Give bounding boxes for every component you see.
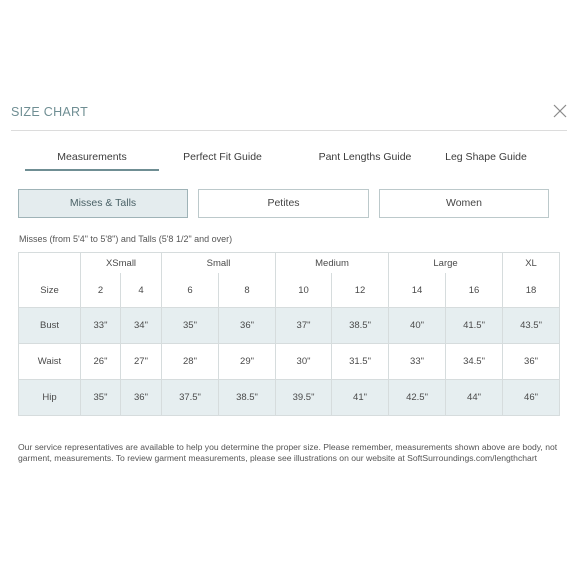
table-cell: 35" bbox=[81, 380, 121, 416]
tab-pant-lengths-guide[interactable]: Pant Lengths Guide bbox=[318, 151, 412, 163]
group-header: Medium bbox=[276, 253, 389, 274]
table-cell: 36" bbox=[219, 308, 276, 344]
table-cell: 34" bbox=[121, 308, 162, 344]
close-button[interactable] bbox=[552, 103, 568, 119]
table-cell: 26" bbox=[81, 344, 121, 380]
table-cell: 41" bbox=[332, 380, 389, 416]
segment-misses-talls-button[interactable]: Misses & Talls bbox=[18, 189, 188, 218]
segment-women-button[interactable]: Women bbox=[379, 189, 549, 218]
size-number: 10 bbox=[276, 273, 332, 308]
group-header: Large bbox=[389, 253, 503, 274]
group-header: XSmall bbox=[81, 253, 162, 274]
table-cell: 37" bbox=[276, 308, 332, 344]
size-number: 16 bbox=[446, 273, 503, 308]
table-cell: 44" bbox=[446, 380, 503, 416]
table-cell: 41.5" bbox=[446, 308, 503, 344]
table-cell: 29" bbox=[219, 344, 276, 380]
table-cell: 33" bbox=[81, 308, 121, 344]
table-cell: 35" bbox=[162, 308, 219, 344]
table-cell: 28" bbox=[162, 344, 219, 380]
group-header: XL bbox=[503, 253, 560, 274]
footnote-text: Our service representatives are available to help you determine the proper size. Please remember, measurements shown above are body, not garment, measurements. To review garment measurements, please see illustrations on our website at SoftSurroundings.com/lengthchart bbox=[18, 442, 558, 464]
size-number: 18 bbox=[503, 273, 560, 308]
size-table bbox=[18, 252, 560, 416]
table-cell: 34.5" bbox=[446, 344, 503, 380]
table-cell: 33" bbox=[389, 344, 446, 380]
row-label: Hip bbox=[19, 380, 81, 416]
table-row-hip bbox=[19, 380, 560, 416]
row-label: Waist bbox=[19, 344, 81, 380]
row-label: Bust bbox=[19, 308, 81, 344]
size-number: 14 bbox=[389, 273, 446, 308]
table-cell: 46" bbox=[503, 380, 560, 416]
close-x-icon bbox=[552, 103, 568, 119]
table-cell: 36" bbox=[121, 380, 162, 416]
table-row-waist bbox=[19, 344, 560, 380]
range-caption: Misses (from 5'4" to 5'8") and Talls (5'8 1/2" and over) bbox=[19, 234, 233, 244]
size-number: 8 bbox=[219, 273, 276, 308]
title-divider bbox=[11, 130, 567, 131]
table-cell: 38.5" bbox=[219, 380, 276, 416]
table-cell: 27" bbox=[121, 344, 162, 380]
modal-title: SIZE CHART bbox=[11, 105, 89, 119]
group-header: Small bbox=[162, 253, 276, 274]
size-header: Size bbox=[19, 273, 81, 308]
table-cell: 38.5" bbox=[332, 308, 389, 344]
table-cell: 42.5" bbox=[389, 380, 446, 416]
size-number: 2 bbox=[81, 273, 121, 308]
empty-header-cell bbox=[19, 253, 81, 274]
size-number: 6 bbox=[162, 273, 219, 308]
tab-leg-shape-guide[interactable]: Leg Shape Guide bbox=[445, 151, 527, 163]
table-row-bust bbox=[19, 308, 560, 344]
table-cell: 39.5" bbox=[276, 380, 332, 416]
size-number-row bbox=[19, 273, 560, 308]
table-cell: 37.5" bbox=[162, 380, 219, 416]
table-cell: 43.5" bbox=[503, 308, 560, 344]
tab-bar bbox=[25, 147, 555, 171]
tab-perfect-fit-guide[interactable]: Perfect Fit Guide bbox=[183, 151, 262, 163]
size-group-row bbox=[19, 253, 560, 274]
tab-measurements[interactable]: Measurements bbox=[25, 147, 159, 171]
segment-petites-button[interactable]: Petites bbox=[198, 189, 369, 218]
size-number: 4 bbox=[121, 273, 162, 308]
table-cell: 30" bbox=[276, 344, 332, 380]
size-number: 12 bbox=[332, 273, 389, 308]
table-cell: 40" bbox=[389, 308, 446, 344]
table-cell: 31.5" bbox=[332, 344, 389, 380]
table-cell: 36" bbox=[503, 344, 560, 380]
